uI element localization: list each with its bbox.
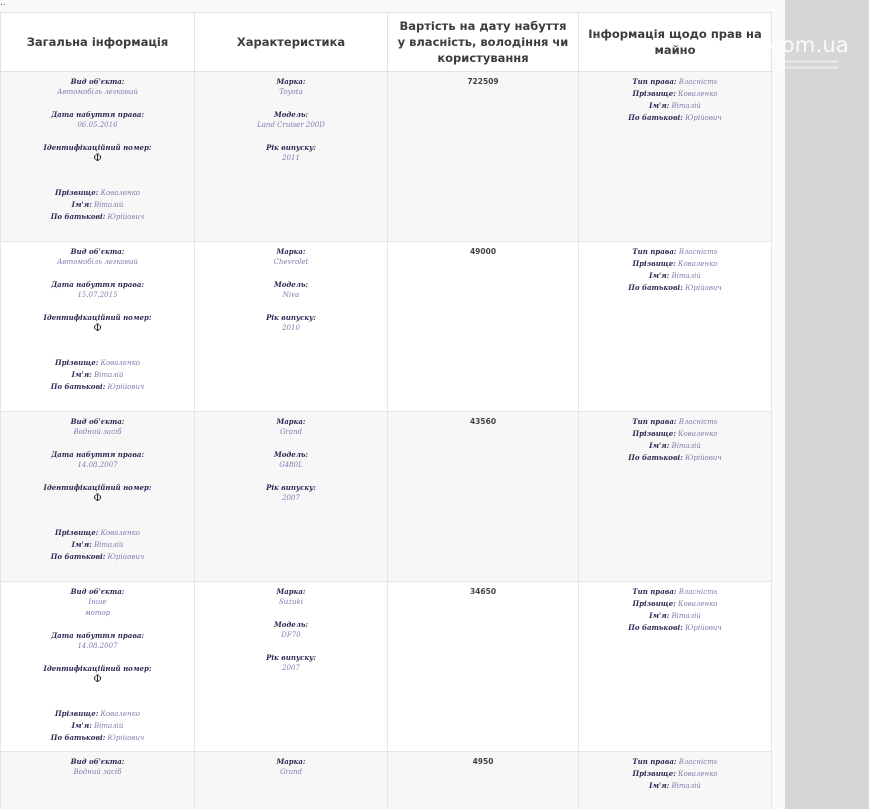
year-label: Рік випуску:	[266, 143, 316, 152]
object-type-label: Вид об'єкта:	[70, 417, 125, 426]
rights-surname-value: Коваленко	[678, 90, 718, 98]
rights-cell	[579, 72, 772, 242]
acquired-date-label: Дата набуття права:	[50, 631, 145, 640]
brand-label: Марка:	[276, 757, 306, 766]
acquired-date-value: 06.05.2016	[77, 121, 118, 129]
patronymic-value: Юрійович	[107, 553, 145, 561]
header-value: Вартість на дату набуття у власність, володіння чи користування	[388, 13, 579, 72]
acquired-date-label: Дата набуття права:	[50, 450, 145, 459]
value-cell	[388, 72, 579, 242]
model-label: Модель:	[273, 450, 309, 459]
object-type-value: Автомобіль легковий	[57, 258, 138, 266]
value-cell	[388, 752, 579, 809]
rights-surname-value: Коваленко	[678, 430, 718, 438]
object-type-value: Водний засіб	[73, 768, 122, 776]
model-value: Land Cruiser 200D	[257, 121, 325, 129]
id-hidden-icon: Ф	[93, 674, 102, 685]
model-label: Модель:	[273, 110, 309, 119]
table-row	[1, 412, 772, 582]
price-value: 43560	[469, 417, 497, 426]
general-cell	[1, 72, 195, 242]
name-value: Віталій	[94, 541, 124, 549]
top-left-dots: ..	[0, 0, 6, 8]
right-type-label: Тип права:	[632, 247, 677, 256]
general-cell	[1, 582, 195, 752]
name-value: Віталій	[94, 201, 124, 209]
object-type-label: Вид об'єкта:	[70, 757, 125, 766]
rights-name-value: Віталій	[671, 442, 701, 450]
name-value: Віталій	[94, 722, 124, 730]
object-type-label: Вид об'єкта:	[70, 77, 125, 86]
name-label: Ім'я:	[71, 540, 92, 549]
rights-name-value: Віталій	[671, 272, 701, 280]
patronymic-label: По батькові:	[50, 382, 106, 391]
surname-value: Коваленко	[100, 710, 141, 718]
surname-value: Коваленко	[100, 529, 141, 537]
rights-name-label: Ім'я:	[649, 781, 670, 790]
price-value: 722509	[467, 77, 499, 86]
rights-patronymic-value: Юрійович	[685, 114, 722, 122]
patronymic-label: По батькові:	[50, 552, 106, 561]
brand-label: Марка:	[276, 77, 306, 86]
rights-name-value: Віталій	[671, 782, 701, 790]
patronymic-label: По батькові:	[50, 733, 106, 742]
brand-label: Марка:	[276, 417, 306, 426]
rights-name-label: Ім'я:	[649, 271, 670, 280]
header-general: Загальна інформація	[1, 13, 195, 72]
rights-patronymic-value: Юрійович	[685, 454, 722, 462]
rights-name-label: Ім'я:	[649, 101, 670, 110]
price-value: 49000	[469, 247, 497, 256]
surname-label: Прізвище:	[54, 528, 99, 537]
acquired-date-label: Дата набуття права:	[50, 110, 145, 119]
price-value: 4950	[472, 757, 494, 766]
table-row	[1, 242, 772, 412]
rights-patronymic-value: Юрійович	[685, 284, 722, 292]
table-header-row	[1, 13, 772, 72]
model-label: Модель:	[273, 280, 309, 289]
right-type-label: Тип права:	[632, 417, 677, 426]
rights-cell	[579, 752, 772, 809]
surname-label: Прізвище:	[54, 188, 99, 197]
right-sidebar	[785, 0, 869, 809]
right-type-label: Тип права:	[632, 77, 677, 86]
year-value: 2007	[282, 664, 300, 672]
rights-cell	[579, 242, 772, 412]
name-value: Віталій	[94, 371, 124, 379]
characteristic-cell	[195, 582, 388, 752]
right-type-label: Тип права:	[632, 587, 677, 596]
characteristic-cell	[195, 412, 388, 582]
patronymic-value: Юрійович	[107, 213, 145, 221]
model-label: Модель:	[273, 620, 309, 629]
patronymic-value: Юрійович	[107, 383, 145, 391]
year-value: 2007	[282, 494, 300, 502]
table-row	[1, 752, 772, 809]
value-cell	[388, 242, 579, 412]
rights-patronymic-label: По батькові:	[628, 453, 683, 462]
value-cell	[388, 412, 579, 582]
year-value: 2011	[282, 154, 300, 162]
year-label: Рік випуску:	[266, 653, 316, 662]
rights-name-value: Віталій	[671, 102, 701, 110]
rights-surname-label: Прізвище:	[632, 259, 676, 268]
rights-name-label: Ім'я:	[649, 611, 670, 620]
object-type-value: Автомобіль легковий	[57, 88, 138, 96]
header-rights: Інформація щодо прав на майно	[579, 13, 772, 72]
surname-value: Коваленко	[100, 189, 141, 197]
surname-label: Прізвище:	[54, 709, 99, 718]
object-type-label: Вид об'єкта:	[70, 587, 125, 596]
rights-name-value: Віталій	[671, 612, 701, 620]
right-type-value: Власність	[678, 78, 718, 86]
rights-surname-value: Коваленко	[678, 770, 718, 778]
name-label: Ім'я:	[71, 721, 92, 730]
rights-patronymic-label: По батькові:	[628, 283, 683, 292]
right-type-label: Тип права:	[632, 757, 677, 766]
characteristic-cell	[195, 752, 388, 809]
object-type-value: Водний засіб	[73, 428, 122, 436]
brand-label: Марка:	[276, 587, 306, 596]
object-type-value: Інше	[88, 598, 107, 606]
id-hidden-icon: Ф	[93, 493, 102, 504]
characteristic-cell	[195, 242, 388, 412]
id-number-label: Ідентифікаційний номер:	[43, 664, 152, 673]
brand-value: Toyota	[279, 88, 303, 96]
header-characteristic: Характеристика	[195, 13, 388, 72]
object-type-label: Вид об'єкта:	[70, 247, 125, 256]
id-number-label: Ідентифікаційний номер:	[43, 483, 152, 492]
name-label: Ім'я:	[71, 370, 92, 379]
rights-patronymic-value: Юрійович	[685, 624, 722, 632]
year-label: Рік випуску:	[266, 313, 316, 322]
right-type-value: Власність	[678, 418, 718, 426]
rights-surname-label: Прізвище:	[632, 89, 676, 98]
id-number-label: Ідентифікаційний номер:	[43, 313, 152, 322]
brand-value: Suzuki	[279, 598, 303, 606]
surname-label: Прізвище:	[54, 358, 99, 367]
id-number-label: Ідентифікаційний номер:	[43, 143, 152, 152]
year-value: 2010	[282, 324, 300, 332]
rights-surname-label: Прізвище:	[632, 429, 676, 438]
id-hidden-icon: Ф	[93, 323, 102, 334]
rights-surname-label: Прізвище:	[632, 599, 676, 608]
vehicles-table	[0, 12, 772, 809]
surname-value: Коваленко	[100, 359, 141, 367]
rights-patronymic-label: По батькові:	[628, 113, 683, 122]
rights-surname-value: Коваленко	[678, 600, 718, 608]
rights-name-label: Ім'я:	[649, 441, 670, 450]
patronymic-label: По батькові:	[50, 212, 106, 221]
acquired-date-value: 14.08.2007	[77, 461, 118, 469]
general-cell	[1, 412, 195, 582]
name-label: Ім'я:	[71, 200, 92, 209]
rights-cell	[579, 582, 772, 752]
table-row	[1, 582, 772, 752]
model-value: G480L	[279, 461, 303, 469]
acquired-date-label: Дата набуття права:	[50, 280, 145, 289]
general-cell	[1, 242, 195, 412]
general-cell	[1, 752, 195, 809]
site-watermark: com.ua	[770, 33, 849, 57]
right-type-value: Власність	[678, 588, 718, 596]
object-type-extra-value: мотор	[84, 609, 111, 617]
characteristic-cell	[195, 72, 388, 242]
value-cell	[388, 582, 579, 752]
acquired-date-value: 15.07.2015	[77, 291, 118, 299]
watermark-subtitle	[778, 60, 838, 76]
brand-label: Марка:	[276, 247, 306, 256]
model-value: Niva	[282, 291, 300, 299]
acquired-date-value: 14.08.2007	[77, 642, 118, 650]
right-type-value: Власність	[678, 248, 718, 256]
right-type-value: Власність	[678, 758, 718, 766]
table-row	[1, 72, 772, 242]
patronymic-value: Юрійович	[107, 734, 145, 742]
rights-patronymic-label: По батькові:	[628, 623, 683, 632]
brand-value: Grand	[279, 768, 303, 776]
brand-value: Chevrolet	[273, 258, 309, 266]
rights-cell	[579, 412, 772, 582]
rights-surname-label: Прізвище:	[632, 769, 676, 778]
price-value: 34650	[469, 587, 497, 596]
year-label: Рік випуску:	[266, 483, 316, 492]
brand-value: Grand	[279, 428, 303, 436]
rights-surname-value: Коваленко	[678, 260, 718, 268]
model-value: DF70	[281, 631, 301, 639]
id-hidden-icon: Ф	[93, 153, 102, 164]
